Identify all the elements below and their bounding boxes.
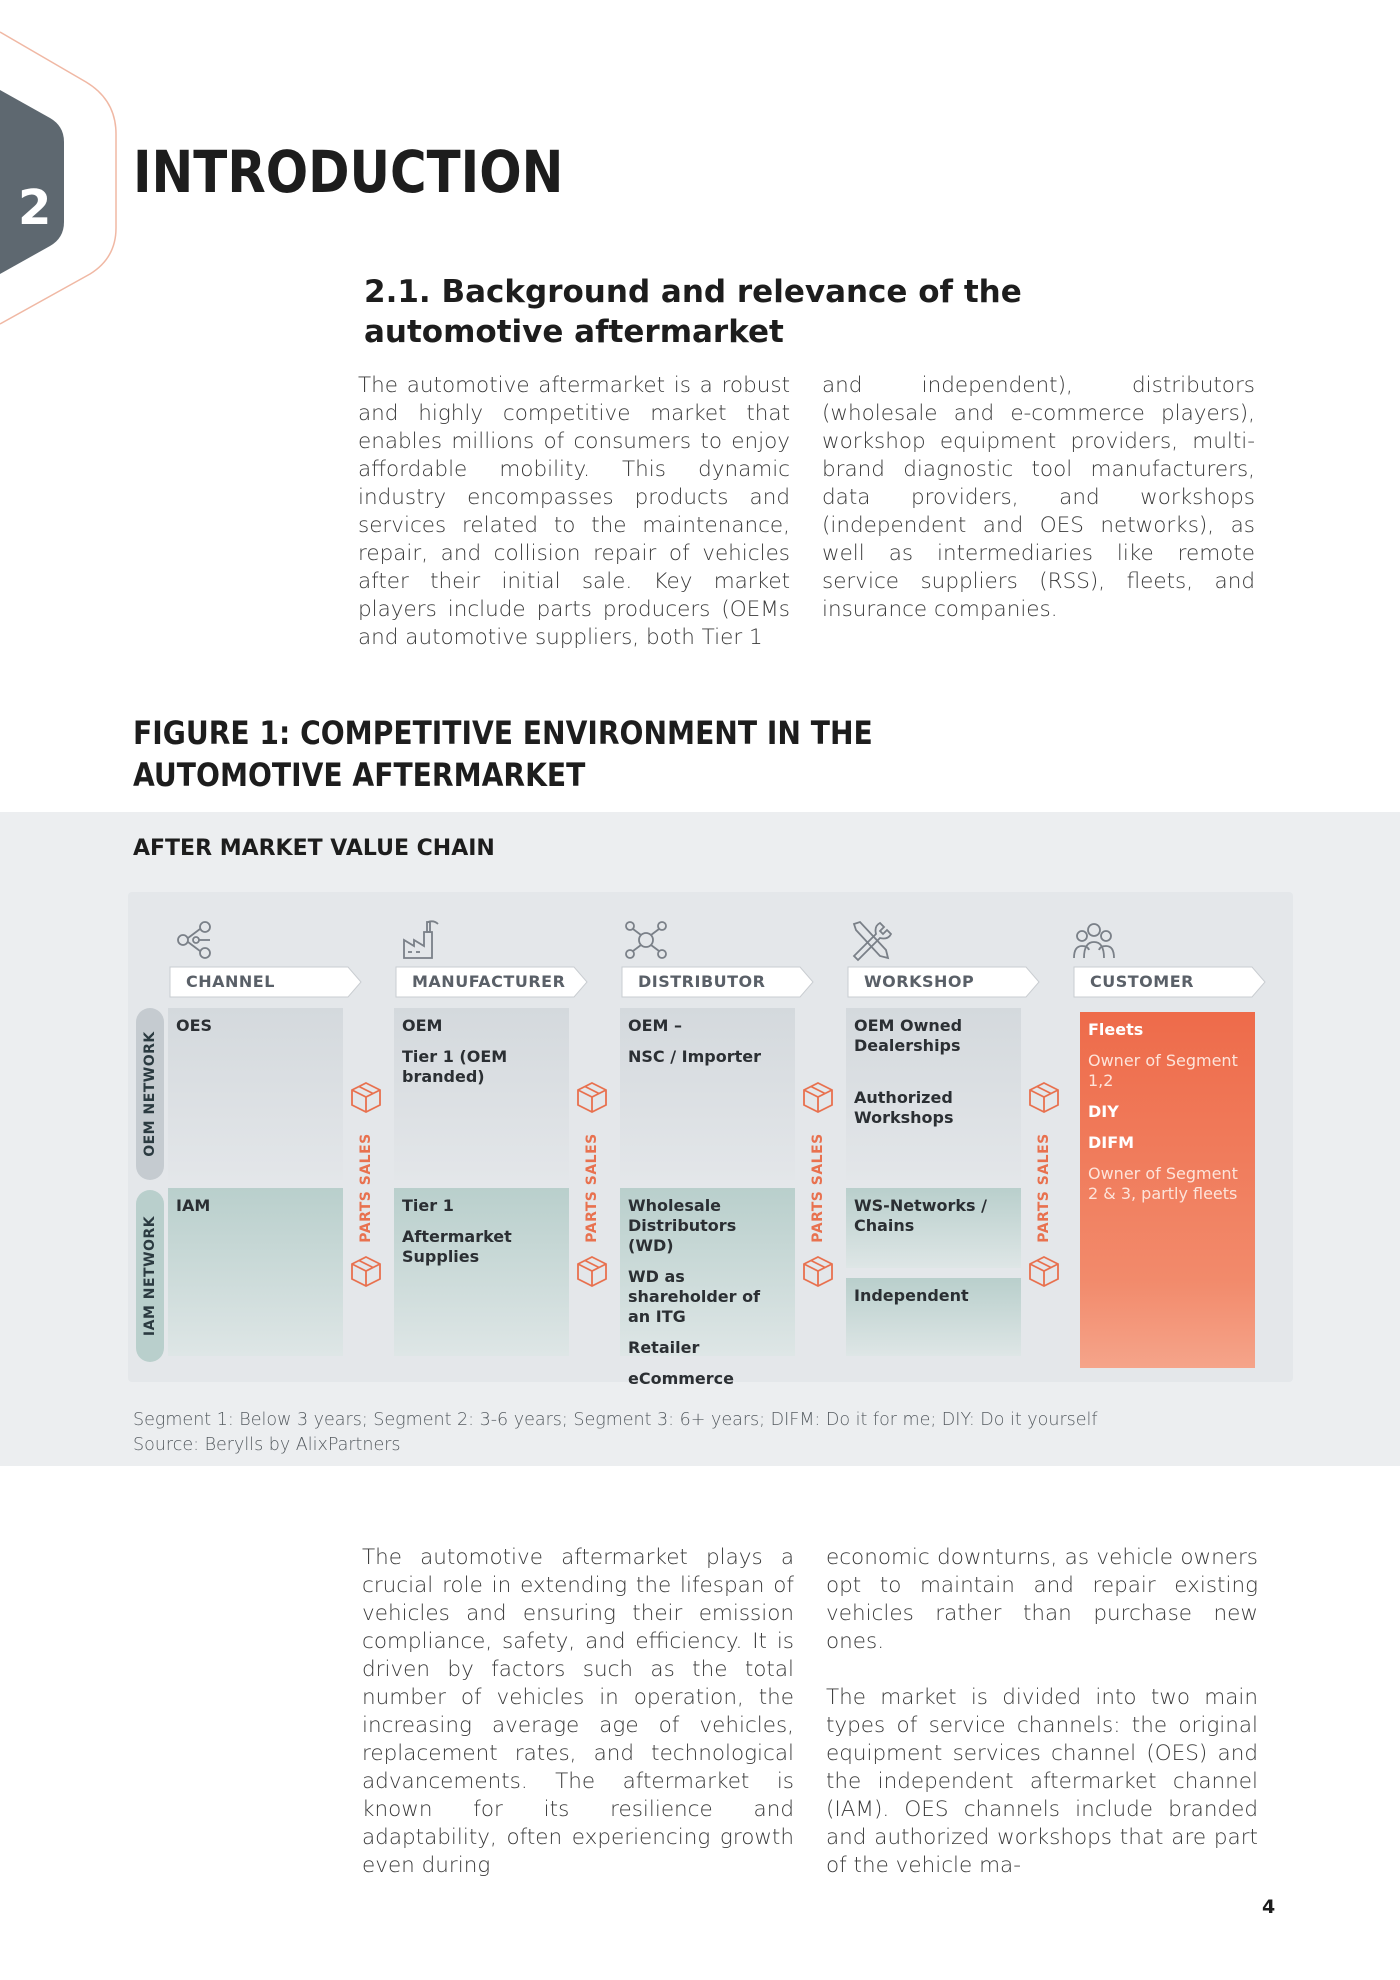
- parts-sales-label: PARTS SALES: [358, 1133, 374, 1243]
- body-column-2: [826, 1544, 1258, 1880]
- body-column-1: [362, 1544, 794, 1880]
- section-title: 2.1. Background and relevance of the automotive aftermarket: [364, 274, 1022, 350]
- hexagon-outline-icon: [0, 28, 130, 328]
- cell-item: Aftermarket Supplies: [402, 1227, 512, 1266]
- customer-column: [1080, 1012, 1255, 1368]
- value-chain-title: AFTER MARKET VALUE CHAIN: [133, 836, 495, 861]
- iam-network-label: IAM NETWORK: [142, 1215, 158, 1337]
- figure-source: Source: Berylls by AlixPartners: [133, 1435, 401, 1455]
- iam-manufacturer-cell: [394, 1188, 569, 1356]
- oem-network-label: OEM NETWORK: [142, 1031, 158, 1157]
- oem-distributor-cell: [620, 1008, 795, 1180]
- header-manufacturer: [394, 966, 590, 998]
- iam-workshop-networks-cell: [846, 1188, 1021, 1268]
- customer-difm: DIFM: [1088, 1133, 1135, 1152]
- figure-footnote: [133, 1408, 1098, 1458]
- cell-item: Wholesale Distributors (WD): [628, 1196, 737, 1255]
- parts-sales-connector: [798, 1008, 838, 1368]
- header-workshop: [846, 966, 1042, 998]
- customer-fleets-note: Owner of Segment 1,2: [1088, 1051, 1238, 1090]
- cell-item: Tier 1 (OEM branded): [402, 1047, 508, 1086]
- customer-diy: DIY: [1088, 1102, 1119, 1121]
- chapter-title: INTRODUCTION: [133, 138, 564, 206]
- cell-item: IAM: [176, 1196, 211, 1215]
- people-icon: [1072, 918, 1116, 962]
- cell-item: Retailer: [628, 1338, 700, 1357]
- iam-channel-cell: [168, 1188, 343, 1356]
- header-distributor-label: DISTRIBUTOR: [638, 972, 766, 991]
- cell-item: Tier 1: [402, 1196, 454, 1215]
- intro-column-1: [358, 372, 790, 652]
- header-customer-label: CUSTOMER: [1090, 972, 1194, 991]
- intro-paragraph-2: and independent), distributors (wholesale and e-commerce players), workshop equipment providers, multi-brand diagnostic tool manufacturers, data providers, and workshops (independent and OES networks), as well as intermediaries like remote service suppliers (RSS), fleets, and insurance companies.: [822, 373, 1255, 622]
- tools-icon: [848, 918, 892, 962]
- body-paragraph-3: The market is divided into two main types of service channels: the original equipment services channel (OES) and the independent aftermarket channel (IAM). OES channels include branded and authorized workshops that are part of the vehicle ma-: [826, 1685, 1258, 1878]
- header-channel-label: CHANNEL: [186, 972, 275, 991]
- header-manufacturer-label: MANUFACTURER: [412, 972, 566, 991]
- package-box-icon: [575, 1080, 609, 1114]
- share-nodes-icon: [174, 918, 218, 962]
- cell-item: WD as shareholder of an ITG: [628, 1267, 761, 1326]
- parts-sales-connector: [1024, 1008, 1064, 1368]
- header-channel: [168, 966, 364, 998]
- cell-item: NSC / Importer: [628, 1047, 761, 1066]
- page-number: 4: [1262, 1896, 1276, 1918]
- oem-channel-cell: [168, 1008, 343, 1180]
- cell-item: OES: [176, 1016, 213, 1035]
- oem-manufacturer-cell: [394, 1008, 569, 1180]
- parts-sales-connector: [346, 1008, 386, 1368]
- chapter-badge: [0, 28, 130, 328]
- parts-sales-label: PARTS SALES: [1036, 1133, 1052, 1243]
- parts-sales-label: PARTS SALES: [810, 1133, 826, 1243]
- cell-item: OEM Owned Dealerships: [854, 1016, 963, 1055]
- figure-title: FIGURE 1: COMPETITIVE ENVIRONMENT IN THE AUTOMOTIVE AFTERMARKET: [133, 714, 873, 794]
- iam-network-tab: [136, 1190, 164, 1362]
- package-box-icon: [349, 1254, 383, 1288]
- package-box-icon: [1027, 1080, 1061, 1114]
- factory-icon: [400, 918, 444, 962]
- header-distributor: [620, 966, 816, 998]
- distribution-network-icon: [624, 918, 668, 962]
- cell-item: OEM: [402, 1016, 443, 1035]
- cell-item: Independent: [854, 1286, 969, 1305]
- cell-item: OEM –: [628, 1016, 683, 1035]
- package-box-icon: [801, 1080, 835, 1114]
- package-box-icon: [349, 1080, 383, 1114]
- cell-item: eCommerce: [628, 1369, 735, 1388]
- package-box-icon: [1027, 1254, 1061, 1288]
- iam-workshop-independent-cell: [846, 1278, 1021, 1356]
- header-customer: [1072, 966, 1268, 998]
- parts-sales-label: PARTS SALES: [584, 1133, 600, 1243]
- body-paragraph-2: economic downturns, as vehicle owners opt to maintain and repair existing vehicles rather than purchase new ones.: [826, 1545, 1258, 1654]
- header-workshop-label: WORKSHOP: [864, 972, 975, 991]
- body-paragraph-1: The automotive aftermarket plays a crucial role in extending the lifespan of vehicles and ensuring their emission compliance, safety, and efficiency. It is driven by factors such as the total number of vehicles in operation, the increasing average age of vehicles, replacement rates, and technological advancements. The aftermarket is known for its resilience and adaptability, often experiencing growth even during: [362, 1545, 794, 1878]
- cell-item: WS-Networks / Chains: [854, 1196, 987, 1235]
- oem-workshop-cell: [846, 1008, 1021, 1180]
- intro-paragraph-1: The automotive aftermarket is a robust and highly competitive market that enables millions of consumers to enjoy affordable mobility. This dynamic industry encompasses products and services related to the maintenance, repair, and collision repair of vehicles after their initial sale. Key market players include parts producers (OEMs and automotive suppliers, both Tier 1: [358, 373, 790, 650]
- customer-fleets: Fleets: [1088, 1020, 1144, 1039]
- package-box-icon: [575, 1254, 609, 1288]
- intro-column-2: [822, 372, 1255, 624]
- parts-sales-connector: [572, 1008, 612, 1368]
- chapter-number: 2: [18, 180, 52, 236]
- oem-network-tab: [136, 1008, 164, 1180]
- iam-distributor-cell: [620, 1188, 795, 1388]
- segment-definitions: Segment 1: Below 3 years; Segment 2: 3-6 years; Segment 3: 6+ years; DIFM: Do it for me; DIY: Do it yourself: [133, 1410, 1098, 1430]
- package-box-icon: [801, 1254, 835, 1288]
- customer-difm-note: Owner of Segment 2 & 3, partly fleets: [1088, 1164, 1238, 1203]
- cell-item: Authorized Workshops: [854, 1088, 954, 1127]
